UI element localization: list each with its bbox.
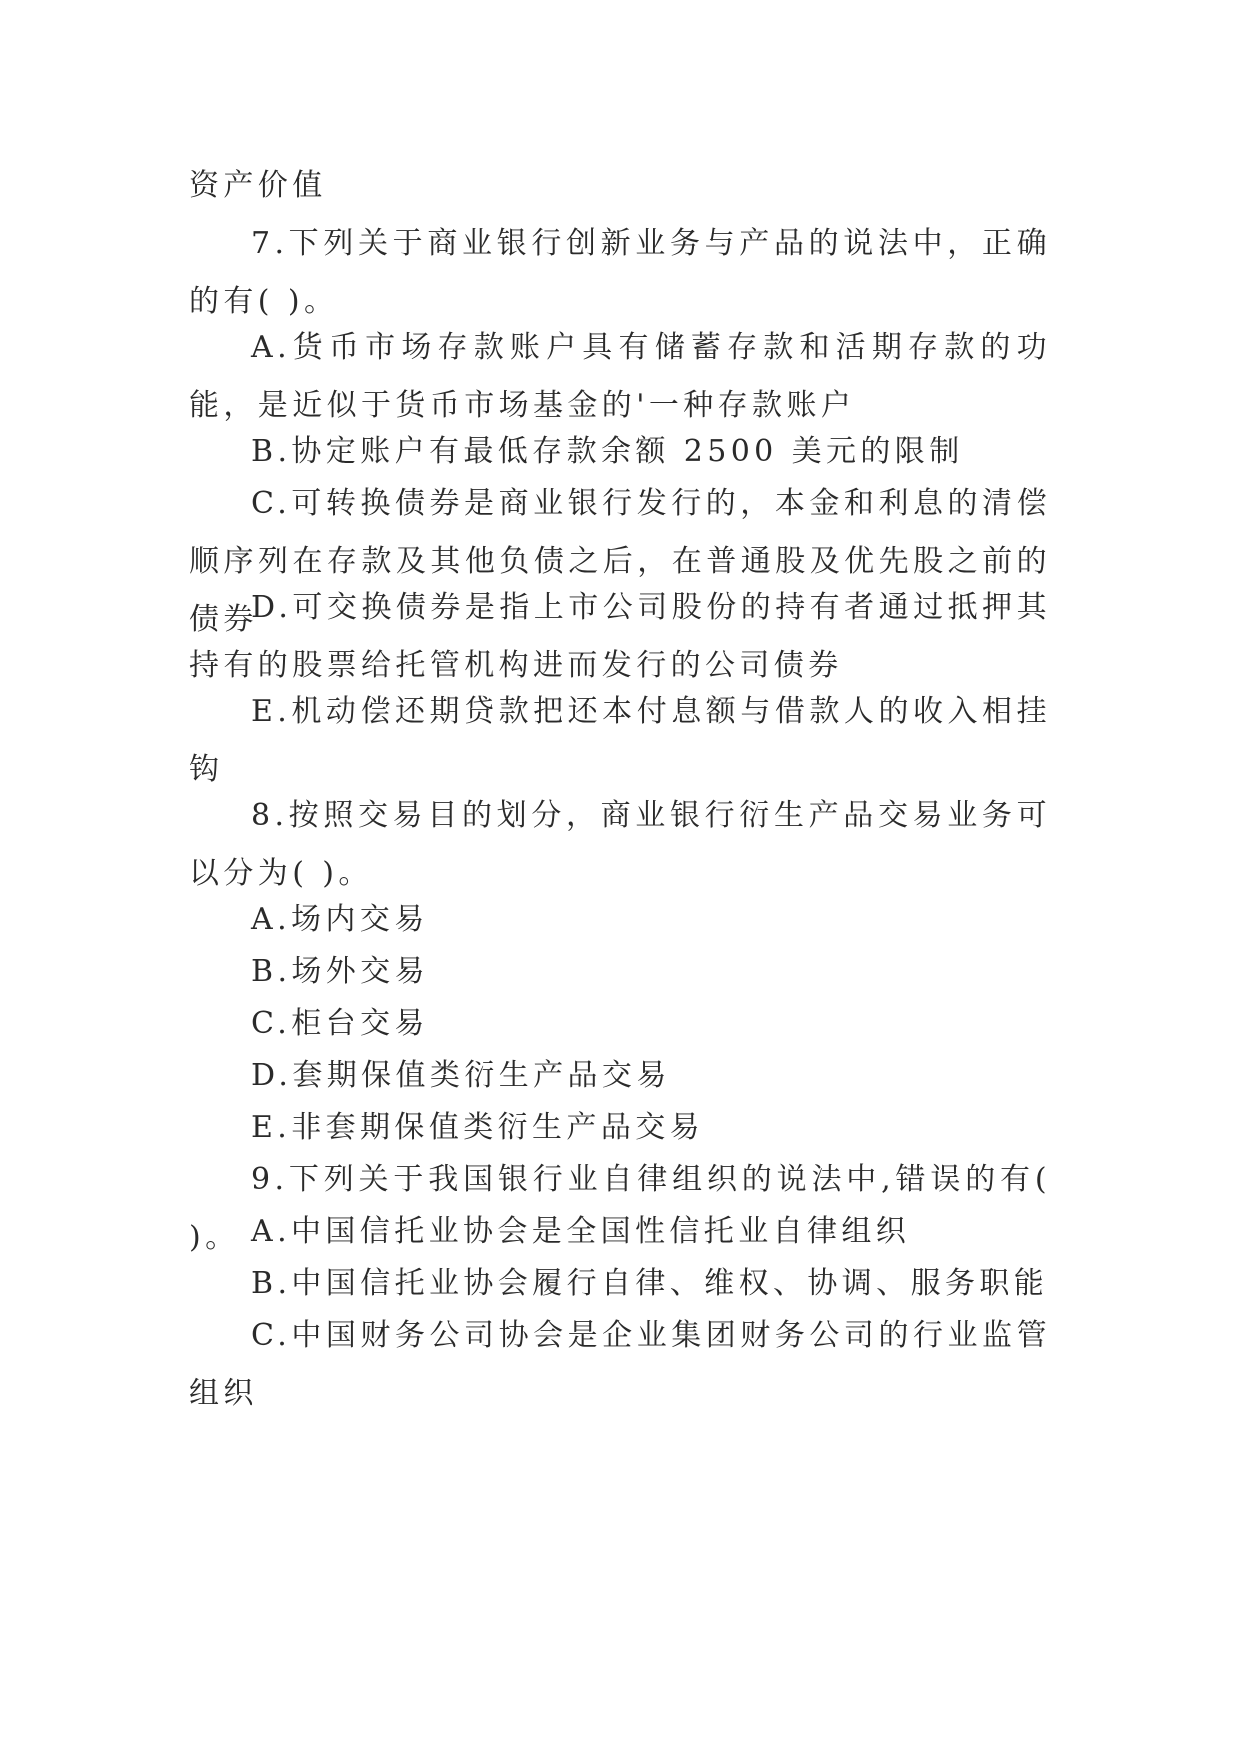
question-9: 9.下列关于我国银行业自律组织的说法中,错误的有( )。 — [189, 1162, 1051, 1255]
question-7-option-c: C.可转换债券是商业银行发行的，本金和利息的清偿顺序列在存款及其他负债之后，在普通股及优先股之前的债券 — [189, 486, 1051, 637]
question-9-option-b: B.中国信托业协会履行自律、维权、协调、服务职能 — [251, 1266, 1049, 1301]
question-8-option-a: A.场内交易 — [251, 902, 429, 937]
question-8-option-e: E.非套期保值类衍生产品交易 — [251, 1110, 705, 1145]
question-7-option-e: E.机动偿还期贷款把还本付息额与借款人的收入相挂钩 — [189, 694, 1051, 787]
question-7-option-b: B.协定账户有最低存款余额 2500 美元的限制 — [251, 434, 964, 469]
paragraph-asset-value: 资产价值 — [189, 168, 327, 203]
question-8: 8.按照交易目的划分，商业银行衍生产品交易业务可以分为( )。 — [189, 798, 1051, 891]
question-8-option-d: D.套期保值类衍生产品交易 — [251, 1058, 671, 1093]
question-8-option-b: B.场外交易 — [251, 954, 429, 989]
question-8-option-c: C.柜台交易 — [251, 1006, 429, 1041]
question-7: 7.下列关于商业银行创新业务与产品的说法中，正确的有( )。 — [189, 226, 1051, 319]
question-7-option-a: A.货币市场存款账户具有储蓄存款和活期存款的功能，是近似于货币市场基金的'一种存款账户 — [189, 330, 1051, 423]
question-7-option-d: D.可交换债券是指上市公司股份的持有者通过抵押其持有的股票给托管机构进而发行的公司债券 — [189, 590, 1051, 683]
question-9-option-a: A.中国信托业协会是全国性信托业自律组织 — [251, 1214, 911, 1249]
question-9-option-c: C.中国财务公司协会是企业集团财务公司的行业监管组织 — [189, 1318, 1051, 1411]
